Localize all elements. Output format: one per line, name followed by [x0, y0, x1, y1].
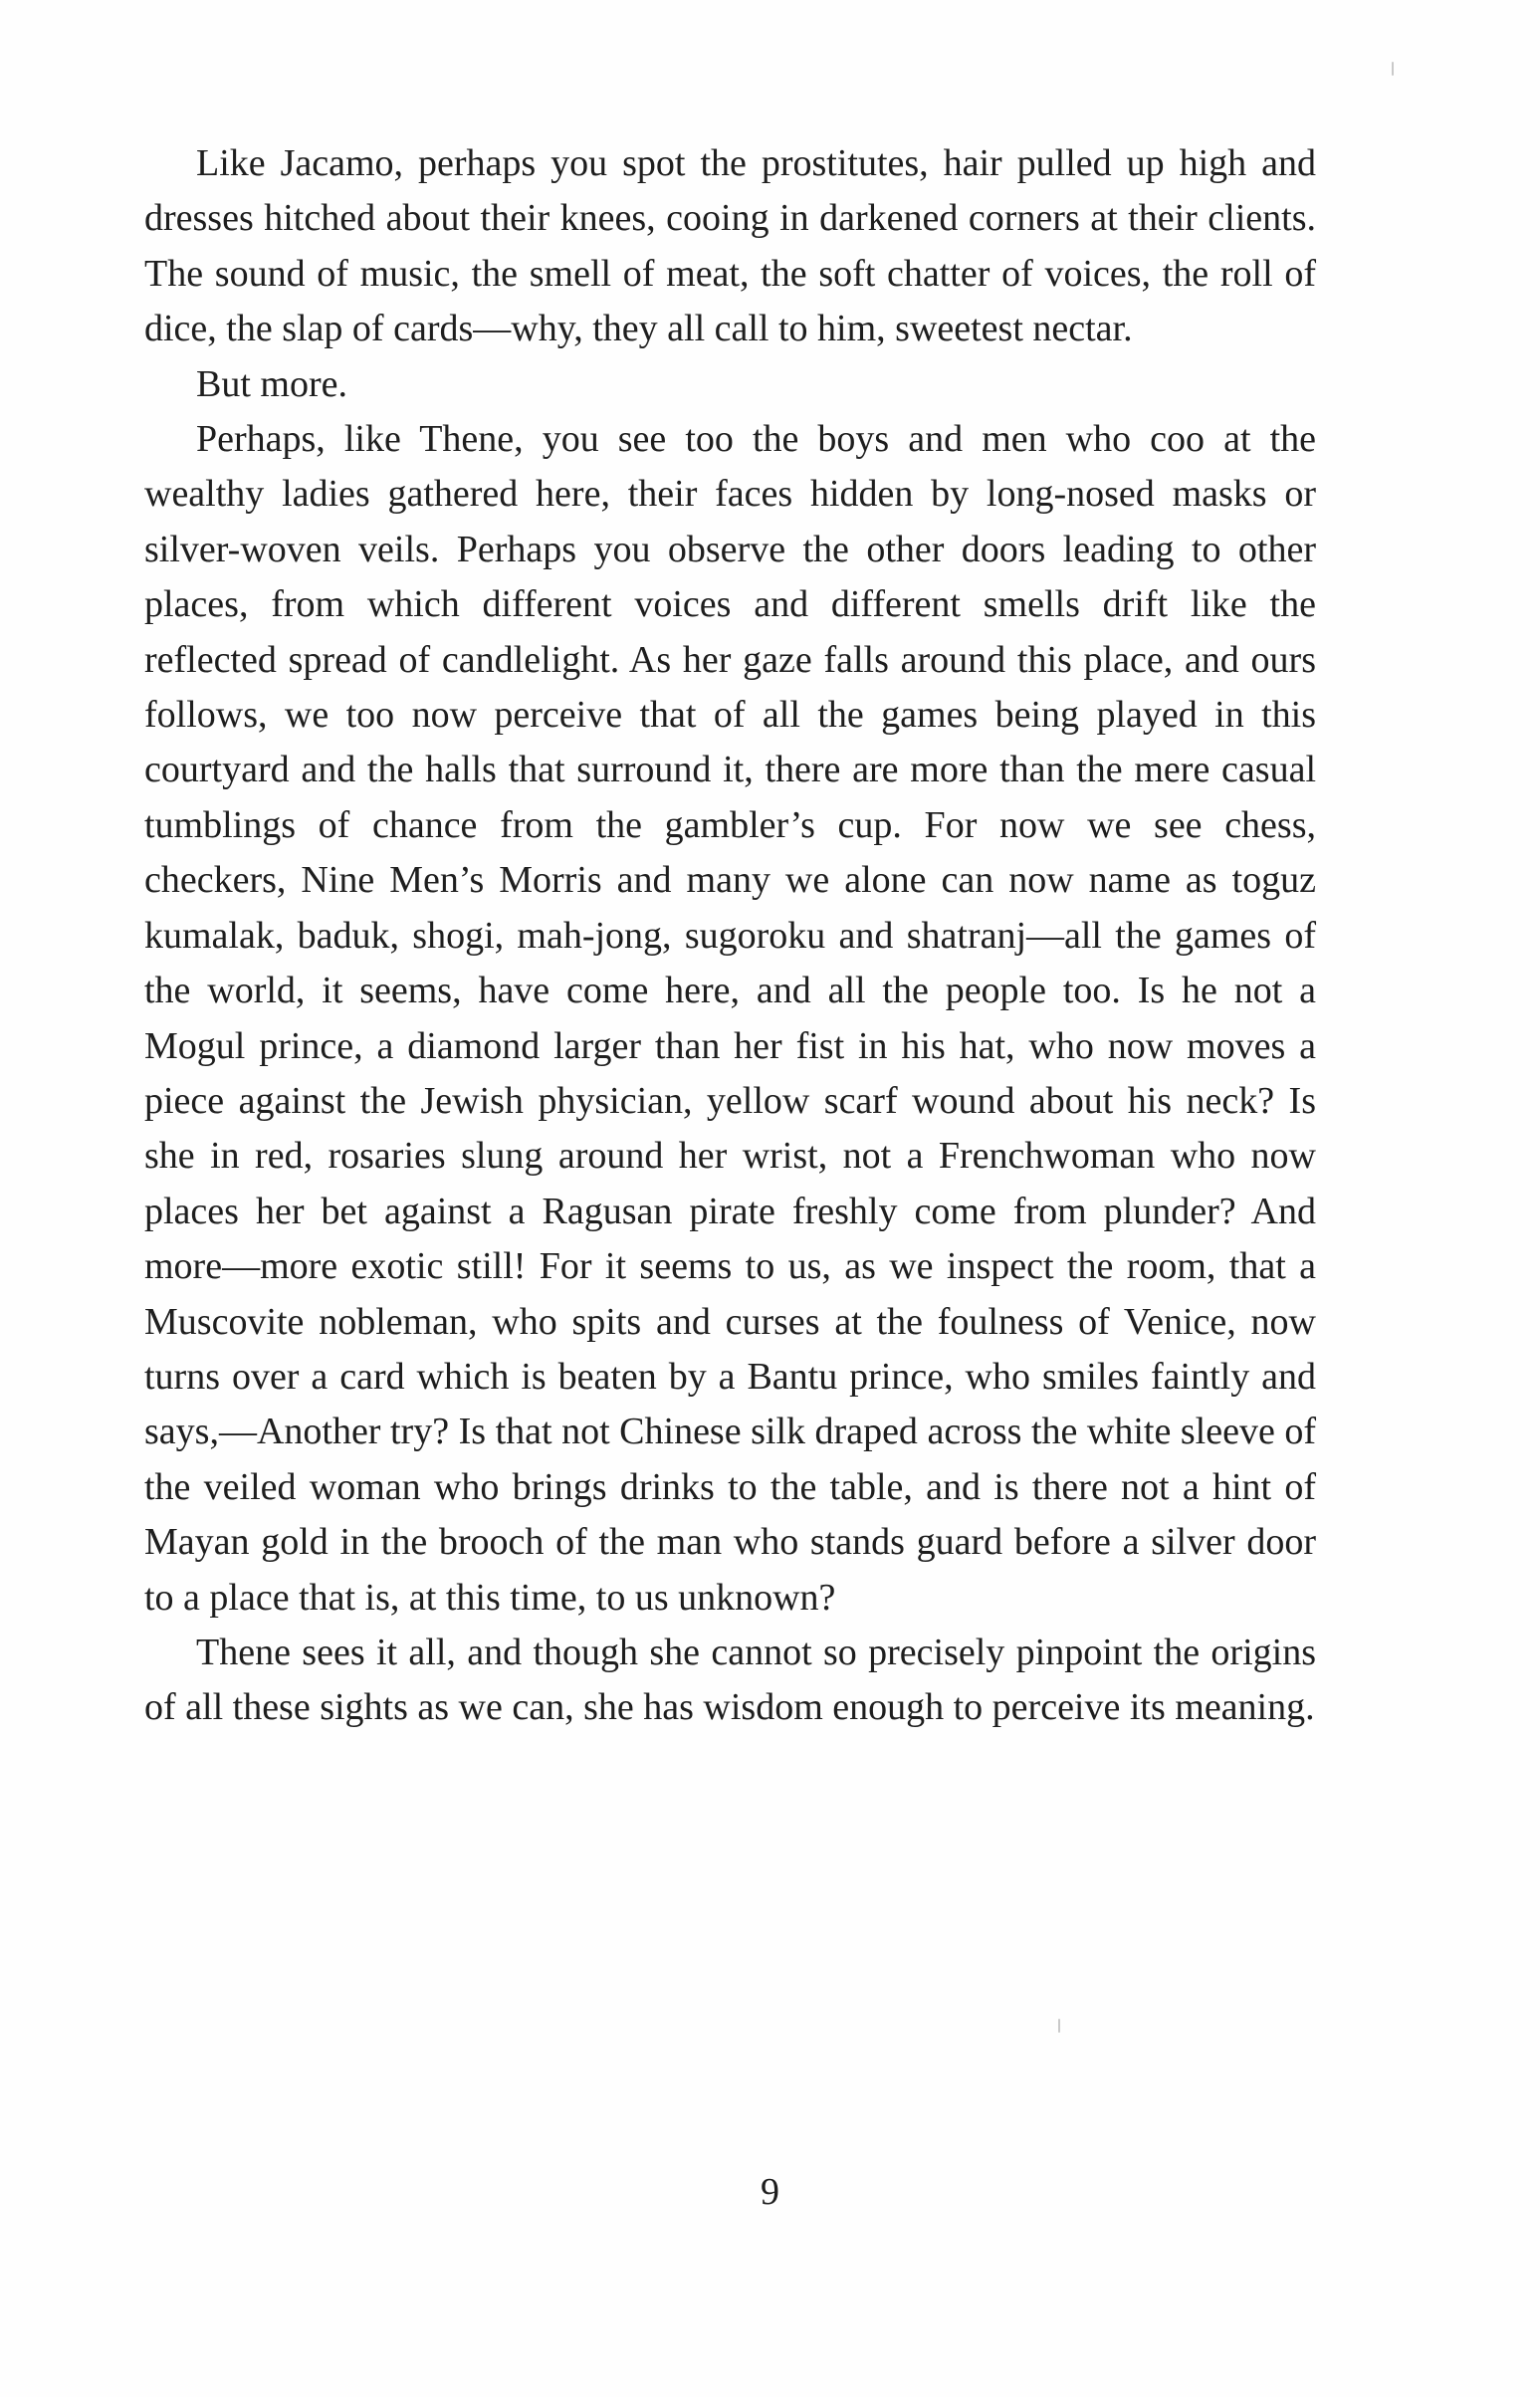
- page-number: 9: [761, 2171, 779, 2213]
- paragraph-1: Like Jacamo, perhaps you spot the prostitutes, hair pulled up high and dresses hitched about their knees, cooing in darkened corners at their clients. The sound of music, the smell of meat, the soft chatter of voices, the roll of dice, the slap of cards—why, they all call to him, sweetest nectar.: [144, 142, 1316, 350]
- paragraph-3: Perhaps, like Thene, you see too the boys and men who coo at the wealthy ladies gathered here, their faces hidden by long-nosed masks or silver-woven veils. Perhaps you observe the other doors leading to other places, from which different voices and different smells drift like the reflected spread of candlelight. As her gaze falls around this place, and ours follows, we too now perceive that of all the games being played in this courtyard and the halls that surround it, there are more than the mere casual tumblings of chance from the gambler’s cup. For now we see chess, checkers, Nine Men’s Morris and many we alone can now name as toguz kumalak, baduk, shogi, mah-jong, sugoroku and shatranj—all the games of the world, it seems, have come here, and all the people too. Is he not a Mogul prince, a diamond larger than her fist in his hat, who now moves a piece against the Jewish physician, yellow scarf wound about his neck? Is she in red, rosaries slung around her wrist, not a Frenchwoman who now places her bet against a Ragusan pirate freshly come from plunder? And more—more exotic still! For it seems to us, as we inspect the room, that a Muscovite nobleman, who spits and curses at the foulness of Venice, now turns over a card which is beaten by a Bantu prince, who smiles faintly and says,—Another try? Is that not Chinese silk draped across the white sleeve of the veiled woman who brings drinks to the table, and is there not a hint of Mayan gold in the brooch of the man who stands guard before a silver door to a place that is, at this time, to us unknown?: [144, 418, 1316, 1619]
- body-text: [144, 136, 1316, 1736]
- paragraph-2: But more.: [196, 362, 347, 405]
- scan-speck: [1058, 2019, 1060, 2033]
- scan-speck: [1392, 62, 1394, 76]
- paragraph-4: Thene sees it all, and though she cannot so precisely pinpoint the origins of all these sights as we can, she has wisdom enough to perceive its meaning.: [144, 1631, 1316, 1729]
